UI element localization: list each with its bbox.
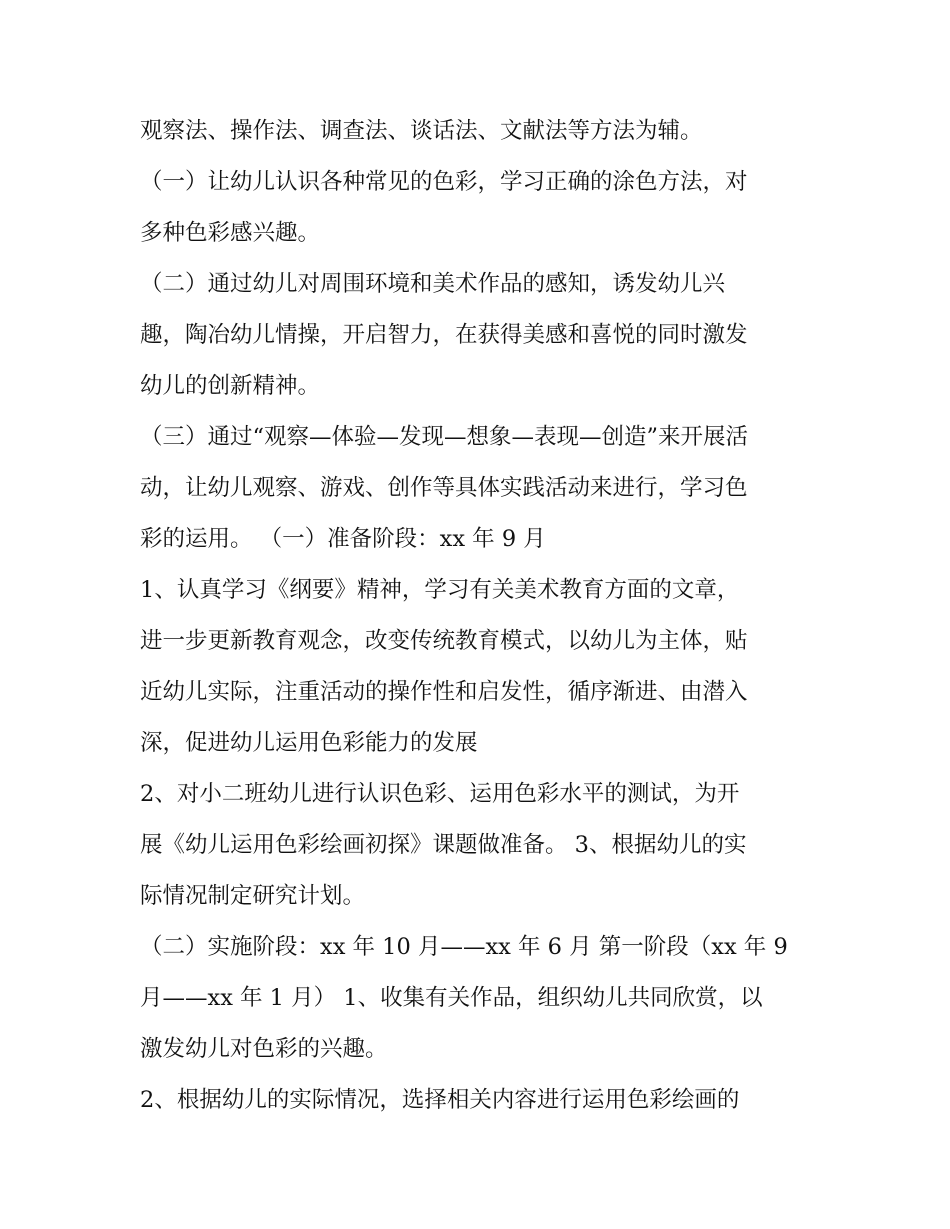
text-line: 际情况制定研究计划。 bbox=[140, 883, 366, 909]
document-body bbox=[140, 106, 820, 1126]
text-line: 幼儿的创新精神。 bbox=[140, 373, 321, 399]
text-line: （二）通过幼儿对周围环境和美术作品的感知，诱发幼儿兴 bbox=[140, 271, 726, 297]
text-line: 趣，陶冶幼儿情操，开启智力，在获得美感和喜悦的同时激发 bbox=[140, 322, 748, 348]
text-line: （一）让幼儿认识各种常见的色彩，学习正确的涂色方法，对 bbox=[140, 169, 748, 195]
text-line: 彩的运用。 （一）准备阶段：xx 年 9 月 bbox=[140, 526, 546, 552]
text-line: 2、根据幼儿的实际情况，选择相关内容进行运用色彩绘画的 bbox=[140, 1087, 740, 1113]
text-line: 近幼儿实际，注重活动的操作性和启发性，循序渐进、由潜入 bbox=[140, 679, 748, 705]
text-line: 2、对小二班幼儿进行认识色彩、运用色彩水平的测试，为开 bbox=[140, 781, 740, 807]
text-line: 展《幼儿运用色彩绘画初探》课题做准备。 3、根据幼儿的实 bbox=[140, 832, 747, 858]
text-line: 进一步更新教育观念，改变传统教育模式，以幼儿为主体，贴 bbox=[140, 628, 748, 654]
text-line: （二）实施阶段：xx 年 10 月——xx 年 6 月 第一阶段（xx 年 9 bbox=[140, 934, 788, 960]
text-line: 多种色彩感兴趣。 bbox=[140, 220, 321, 246]
text-line: 深，促进幼儿运用色彩能力的发展 bbox=[140, 730, 478, 756]
text-line: 月——xx 年 1 月） 1、收集有关作品，组织幼儿共同欣赏，以 bbox=[140, 985, 763, 1011]
text-line: 激发幼儿对色彩的兴趣。 bbox=[140, 1036, 388, 1062]
text-line: 观察法、操作法、调查法、谈话法、文献法等方法为辅。 bbox=[140, 118, 703, 144]
text-line: 1、认真学习《纲要》精神，学习有关美术教育方面的文章， bbox=[140, 577, 740, 603]
text-line: 动，让幼儿观察、游戏、创作等具体实践活动来进行，学习色 bbox=[140, 475, 748, 501]
text-line: （三）通过“观察—体验—发现—想象—表现—创造”来开展活 bbox=[140, 424, 749, 450]
